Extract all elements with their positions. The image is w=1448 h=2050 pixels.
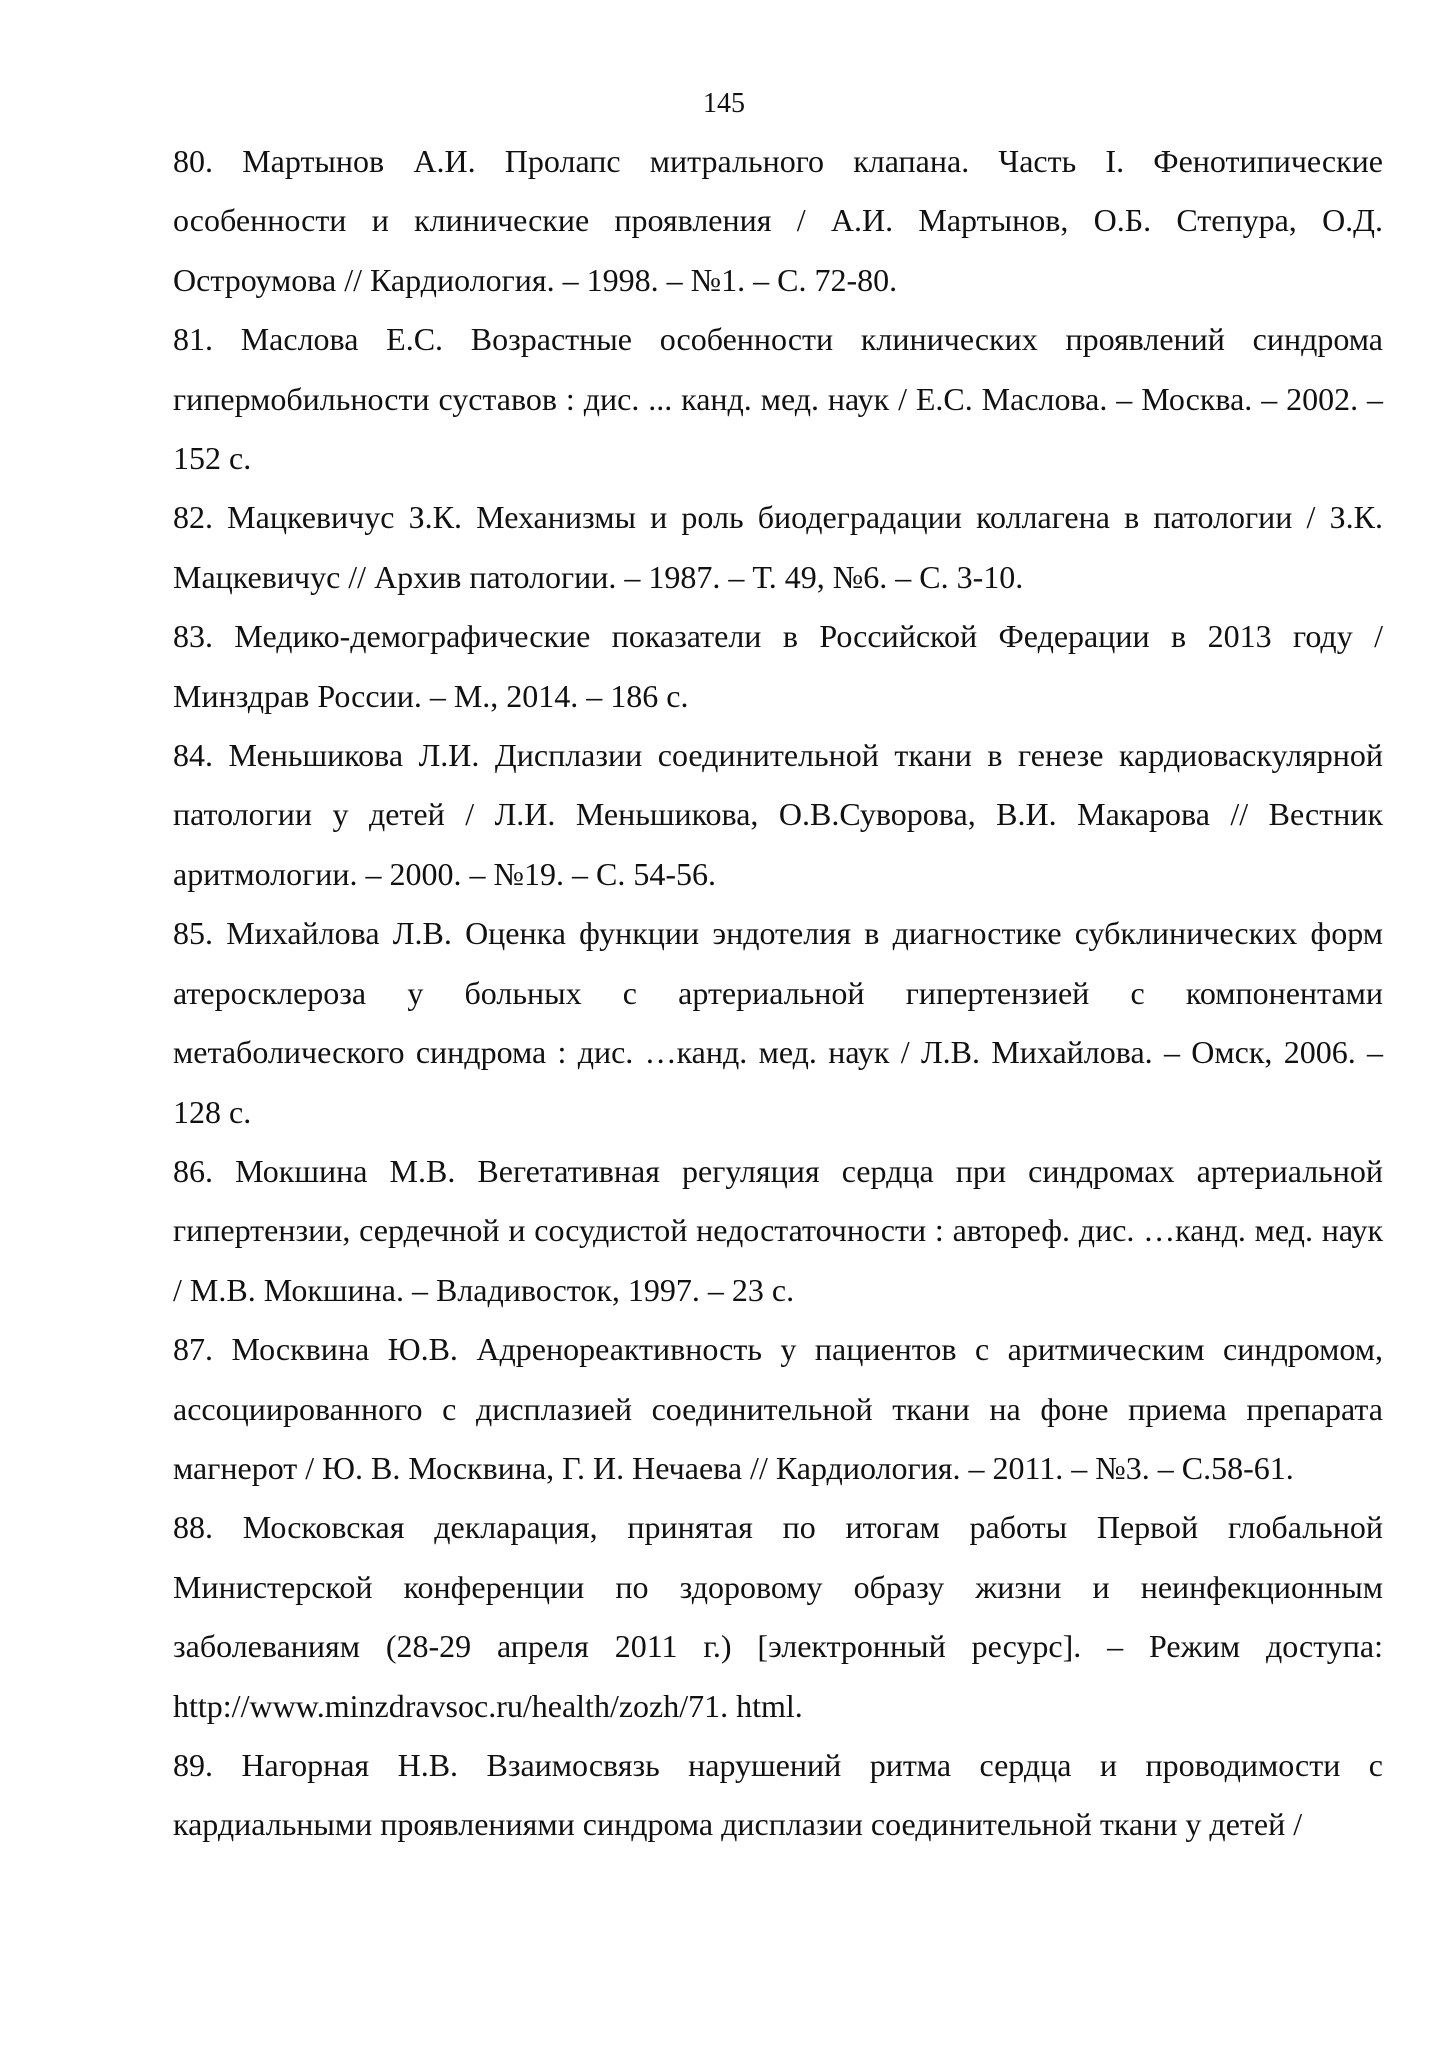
reference-item: 83. Медико-демографические показатели в Российской Федерации в 2013 году / Минздрав России. – М., 2014. – 186 с.	[173, 618, 1383, 714]
reference-item: 87. Москвина Ю.В. Адренореактивность у пациентов с аритмическим синдромом, ассоциированного с дисплазией соединительной ткани на фоне приема препарата магнерот / Ю. В. Москвина, Г. И. Нечаева // Кардиология. – 2011. – №3. – С.58-61.	[173, 1331, 1383, 1486]
reference-item: 82. Мацкевичус З.К. Механизмы и роль биодеградации коллагена в патологии / З.К. Мацкевичус // Архив патологии. – 1987. – Т. 49, №6. – С. 3-10.	[173, 499, 1383, 595]
reference-item: 84. Меньшикова Л.И. Дисплазии соединительной ткани в генезе кардиоваскулярной патологии у детей / Л.И. Меньшикова, О.В.Суворова, В.И. Макарова // Вестник аритмологии. – 2000. – №19. – С. 54-56.	[173, 737, 1383, 892]
reference-item: 86. Мокшина М.В. Вегетативная регуляция сердца при синдромах артериальной гипертензии, сердечной и сосудистой недостаточности : автореф. дис. …канд. мед. наук / М.В. Мокшина. – Владивосток, 1997. – 23 с.	[173, 1152, 1383, 1308]
reference-item: 81. Маслова Е.С. Возрастные особенности клинических проявлений синдрома гипермобильности суставов : дис. ... канд. мед. наук / Е.С. Маслова. – Москва. – 2002. – 152 с.	[173, 321, 1383, 477]
reference-item: 89. Нагорная Н.В. Взаимосвязь нарушений ритма сердца и проводимости с кардиальными проявлениями синдрома дисплазии соединительной ткани у детей /	[173, 1746, 1383, 1843]
reference-list	[173, 132, 1383, 1855]
reference-item: 85. Михайлова Л.В. Оценка функции эндотелия в диагностике субклинических форм атеросклероза у больных с артериальной гипертензией с компонентами метаболического синдрома : дис. …канд. мед. наук / Л.В. Михайлова. – Омск, 2006. – 128 с.	[173, 915, 1383, 1130]
page-number: 145	[703, 88, 745, 119]
reference-item: 88. Московская декларация, принятая по итогам работы Первой глобальной Министерской конференции по здоровому образу жизни и неинфекционным заболеваниям (28-29 апреля 2011 г.) [электронный ресурс]. – Режим доступа: http://www.minzdravsoc.ru/health/zozh/71. html.	[173, 1509, 1383, 1724]
reference-item: 80. Мартынов А.И. Пролапс митрального клапана. Часть I. Фенотипические особенности и клинические проявления / А.И. Мартынов, О.Б. Степура, О.Д. Остроумова // Кардиология. – 1998. – №1. – С. 72-80.	[173, 143, 1383, 298]
